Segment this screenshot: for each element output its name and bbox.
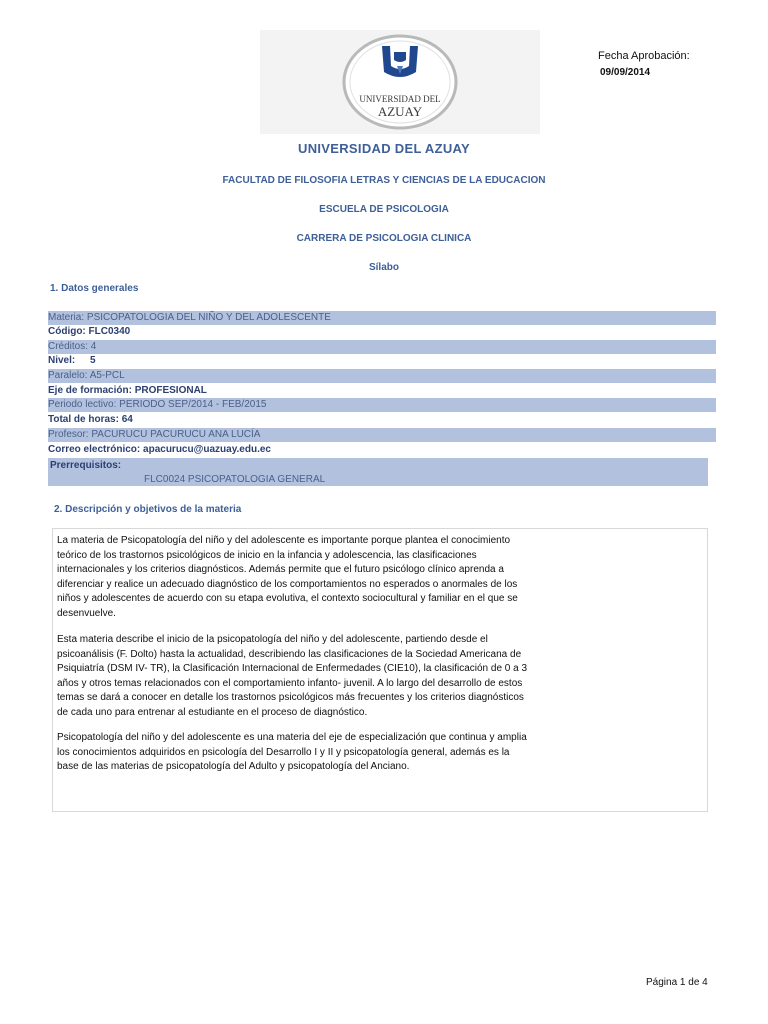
text-line: diferenciar y realice un adecuado diagnóstico de los comportamientos no esperados o anormales de los xyxy=(57,578,518,590)
university-title: UNIVERSIDAD DEL AZUAY xyxy=(298,141,470,156)
facultad-title: FACULTAD DE FILOSOFIA LETRAS Y CIENCIAS DE LA EDUCACION xyxy=(222,175,546,186)
prereq-label: Prerrequisitos: xyxy=(50,460,122,471)
row-eje xyxy=(48,384,716,398)
text-line: los conocimientos adquiridos en psicología del Desarrollo I y II y psicopatología general, además es la xyxy=(57,746,510,758)
row-value: 64 xyxy=(121,414,133,425)
row-profesor xyxy=(48,428,716,442)
row-materia xyxy=(48,311,716,325)
logo-text-top: UNIVERSIDAD DEL xyxy=(359,94,441,104)
row-label: Profesor: xyxy=(48,429,89,440)
row-label: Eje de formación: xyxy=(48,385,132,396)
text-line: teórico de los trastornos psicológicos de inicio en la infancia y adolescencia, las clasificaciones xyxy=(57,549,477,561)
paragraph-3 xyxy=(57,731,597,775)
row-horas xyxy=(48,413,716,427)
row-label: Créditos: xyxy=(48,341,89,352)
text-line: desenvuelve. xyxy=(57,607,116,619)
text-line: años y otros temas relacionados con el comportamiento infanto- juvenil. A lo largo del desarrollo de estos xyxy=(57,677,523,689)
logo-text-bottom: AZUAY xyxy=(377,104,423,119)
paragraph-2 xyxy=(57,633,597,721)
row-label: Nivel: xyxy=(48,355,76,366)
row-label: Paralelo: xyxy=(48,370,88,381)
row-value: 5 xyxy=(90,355,96,366)
silabo-title: Sílabo xyxy=(368,262,399,273)
text-line: Psicopatología del niño y del adolescente es una materia del eje de especialización que continua y amplia xyxy=(57,732,527,743)
row-value: PROFESIONAL xyxy=(134,385,207,396)
text-line: psicoanálisis (F. Dolto) hasta la actualidad, describiendo las clasificaciones de la Sociedad Americana de xyxy=(57,648,522,660)
row-value: apacurucu@uazuay.edu.ec xyxy=(143,444,271,455)
text-line: niños y adolescentes de acuerdo con su etapa evolutiva, el contexto sociocultural y familiar en el que se xyxy=(57,593,518,605)
text-line: Esta materia describe el inicio de la psicopatología del niño y del adolescente, partiendo desde el xyxy=(57,634,488,645)
row-periodo xyxy=(48,398,716,412)
carrera-title: CARRERA DE PSICOLOGIA CLINICA xyxy=(296,233,472,244)
text-line: La materia de Psicopatología del niño y del adolescente es importante porque plantea el conocimiento xyxy=(57,535,511,546)
row-label: Correo electrónico: xyxy=(48,444,141,455)
row-label: Total de horas: xyxy=(48,414,119,425)
row-nivel xyxy=(48,354,716,368)
paragraph-1 xyxy=(57,534,597,622)
fecha-value: 09/09/2014 xyxy=(600,67,651,78)
row-label: Código: xyxy=(48,326,86,337)
prereq-value: FLC0024 PSICOPATOLOGIA GENERAL xyxy=(144,474,326,485)
section-datos-title: 1. Datos generales xyxy=(50,283,139,294)
row-value: A5-PCL xyxy=(89,370,125,381)
page-number: Página 1 de 4 xyxy=(646,977,708,988)
fecha-label: Fecha Aprobación: xyxy=(598,50,690,62)
text-line: Psiquiatría (DSM IV- TR), la Clasificación Internacional de Enfermedades (CIE10), la clasificación de 0 a 3 xyxy=(57,663,528,675)
row-codigo xyxy=(48,325,716,339)
text-line: de cada uno para entrenar al estudiante en el proceso de diagnóstico. xyxy=(57,706,368,718)
row-value: PACURUCU PACURUCU ANA LUCÍA xyxy=(91,429,261,440)
university-seal-icon xyxy=(260,30,540,134)
row-paralelo xyxy=(48,369,716,383)
row-label: Materia: xyxy=(48,312,85,323)
row-value: 4 xyxy=(90,341,97,352)
text-line: temas se dará a conocer en detalle los trastornos psicológicos más frecuentes y los criterios diagnósticos xyxy=(57,692,524,704)
escuela-title: ESCUELA DE PSICOLOGIA xyxy=(319,204,449,215)
row-value: FLC0340 xyxy=(88,326,131,337)
text-line: internacionales y los criterios diagnósticos. Además permite que el futuro psicólogo clínico aprenda a xyxy=(57,564,504,576)
row-label: Periodo lectivo: xyxy=(48,399,117,410)
text-line: base de las materias de psicopatología del Adulto y psicopatología del Anciano. xyxy=(57,761,410,773)
row-correo xyxy=(48,443,716,457)
row-creditos xyxy=(48,340,716,354)
row-value: PERIODO SEP/2014 - FEB/2015 xyxy=(119,399,267,410)
university-logo xyxy=(260,30,540,134)
row-value: PSICOPATOLOGIA DEL NIÑO Y DEL ADOLESCENTE xyxy=(86,312,331,323)
section-descripcion-title: 2. Descripción y objetivos de la materia xyxy=(54,504,242,515)
